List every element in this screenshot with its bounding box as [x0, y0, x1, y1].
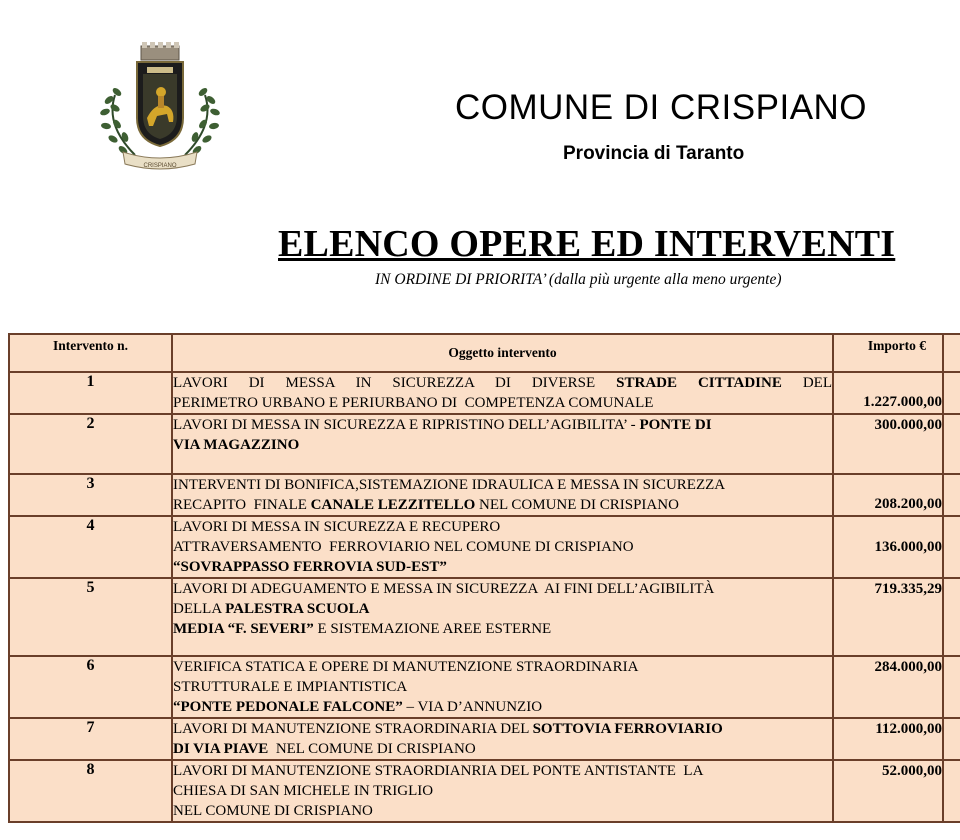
description-segment: LAVORI DI MANUTENZIONE STRAORDIANRIA DEL PONTE ANTISTANTE LA: [173, 763, 704, 779]
table-row: [9, 474, 960, 516]
description-segment: LAVORI DI ADEGUAMENTO E MESSA IN SICUREZZA AI FINI DELL’AGIBILITÀ: [173, 581, 715, 597]
description-line: [173, 801, 832, 821]
description-line: [173, 599, 832, 619]
extra-column-cell: [943, 760, 960, 822]
intervention-amount: 1.227.000,00: [833, 372, 943, 414]
extra-column-cell: [943, 516, 960, 578]
description-line: [173, 619, 832, 639]
description-segment: NEL COMUNE DI CRISPIANO: [173, 803, 373, 819]
description-line: [173, 657, 832, 677]
description-line: [173, 739, 832, 759]
description-line: [173, 475, 832, 495]
description-segment: PERIMETRO URBANO E PERIURBANO DI COMPETENZA COMUNALE: [173, 395, 654, 411]
description-bold-segment: “PONTE PEDONALE FALCONE”: [173, 699, 403, 715]
description-segment: INTERVENTI DI BONIFICA,SISTEMAZIONE IDRAULICA E MESSA IN SICUREZZA: [173, 477, 726, 493]
description-line: [173, 579, 832, 599]
column-header-extra: [943, 334, 960, 372]
intervention-description: [172, 372, 833, 414]
intervention-number: 5: [9, 578, 172, 656]
description-segment: DELLA: [173, 601, 226, 617]
intervention-number: 4: [9, 516, 172, 578]
description-bold-segment: STRADE CITTADINE: [616, 375, 782, 391]
description-line: [173, 557, 832, 577]
description-segment: DEL: [781, 375, 832, 391]
description-line: [173, 697, 832, 717]
description-bold-segment: PONTE DI: [639, 417, 712, 433]
description-bold-segment: DI VIA PIAVE: [173, 741, 269, 757]
extra-column-cell: [943, 474, 960, 516]
description-segment: VERIFICA STATICA E OPERE DI MANUTENZIONE STRAORDINARIA: [173, 659, 639, 675]
description-segment: LAVORI DI MESSA IN SICUREZZA E RIPRISTINO DELL’AGIBILITA’ -: [173, 417, 640, 433]
description-line: [173, 781, 832, 801]
intervention-number: 7: [9, 718, 172, 760]
description-line: [173, 415, 832, 435]
intervention-number: 1: [9, 372, 172, 414]
intervention-description: [172, 414, 833, 474]
document-subtitle: IN ORDINE DI PRIORITA’ (dalla più urgente alla meno urgente): [375, 271, 782, 288]
description-line: [173, 537, 832, 557]
description-segment: ATTRAVERSAMENTO FERROVIARIO NEL COMUNE DI CRISPIANO: [173, 539, 634, 555]
table-row: [9, 760, 960, 822]
table-row: [9, 578, 960, 656]
description-line: [173, 677, 832, 697]
extra-column-cell: [943, 578, 960, 656]
description-segment: STRUTTURALE E IMPIANTISTICA: [173, 679, 408, 695]
description-segment: LAVORI DI MESSA IN SICUREZZA DI DIVERSE: [173, 375, 617, 391]
intervention-description: [172, 474, 833, 516]
column-header-subject: Oggetto intervento: [172, 334, 833, 372]
intervention-amount: 52.000,00: [833, 760, 943, 822]
description-line: [173, 517, 832, 537]
description-segment: NEL COMUNE DI CRISPIANO: [268, 741, 476, 757]
province-name: Provincia di Taranto: [563, 143, 745, 164]
intervention-amount: 300.000,00: [833, 414, 943, 474]
intervention-amount: 136.000,00: [833, 516, 943, 578]
description-line: [173, 435, 832, 455]
table-row: [9, 516, 960, 578]
municipal-crest-logo: [95, 40, 225, 175]
intervention-amount: 719.335,29: [833, 578, 943, 656]
description-bold-segment: MEDIA “F. SEVERI”: [173, 621, 314, 637]
intervention-amount: 112.000,00: [833, 718, 943, 760]
description-line: [173, 393, 832, 413]
intervention-number: 3: [9, 474, 172, 516]
intervention-number: 6: [9, 656, 172, 718]
description-bold-segment: CANALE LEZZITELLO: [310, 497, 476, 513]
intervention-number: 8: [9, 760, 172, 822]
description-line: [173, 719, 832, 739]
extra-column-cell: [943, 718, 960, 760]
description-segment: E SISTEMAZIONE AREE ESTERNE: [313, 621, 552, 637]
interventions-table: [8, 333, 960, 823]
intervention-description: [172, 578, 833, 656]
description-bold-segment: PALESTRA SCUOLA: [225, 601, 370, 617]
municipality-name: COMUNE DI CRISPIANO: [455, 88, 868, 127]
description-line: [173, 761, 832, 781]
description-bold-segment: VIA MAGAZZINO: [173, 437, 300, 453]
intervention-description: [172, 516, 833, 578]
description-line: [173, 373, 832, 393]
description-segment: LAVORI DI MESSA IN SICUREZZA E RECUPERO: [173, 519, 501, 535]
intervention-amount: 284.000,00: [833, 656, 943, 718]
document-title: ELENCO OPERE ED INTERVENTI: [278, 223, 896, 265]
description-segment: CHIESA DI SAN MICHELE IN TRIGLIO: [173, 783, 434, 799]
table-row: [9, 718, 960, 760]
table-row: [9, 372, 960, 414]
intervention-description: [172, 656, 833, 718]
description-segment: NEL COMUNE DI CRISPIANO: [475, 497, 679, 513]
table-header-row: [9, 334, 960, 372]
extra-column-cell: [943, 414, 960, 474]
description-segment: LAVORI DI MANUTENZIONE STRAORDINARIA DEL: [173, 721, 533, 737]
column-header-amount: Importo €: [833, 334, 943, 372]
intervention-description: [172, 718, 833, 760]
intervention-description: [172, 760, 833, 822]
intervention-amount: 208.200,00: [833, 474, 943, 516]
intervention-number: 2: [9, 414, 172, 474]
description-segment: RECAPITO FINALE: [173, 497, 311, 513]
table-row: [9, 414, 960, 474]
description-bold-segment: “SOVRAPPASSO FERROVIA SUD-EST”: [173, 559, 447, 575]
column-header-number: Intervento n.: [9, 334, 172, 372]
extra-column-cell: [943, 656, 960, 718]
description-bold-segment: SOTTOVIA FERROVIARIO: [532, 721, 723, 737]
extra-column-cell: [943, 372, 960, 414]
crest-ribbon-text: CRISPIANO: [143, 163, 177, 169]
table-row: [9, 656, 960, 718]
description-segment: – VIA D’ANNUNZIO: [402, 699, 543, 715]
description-line: [173, 495, 832, 515]
